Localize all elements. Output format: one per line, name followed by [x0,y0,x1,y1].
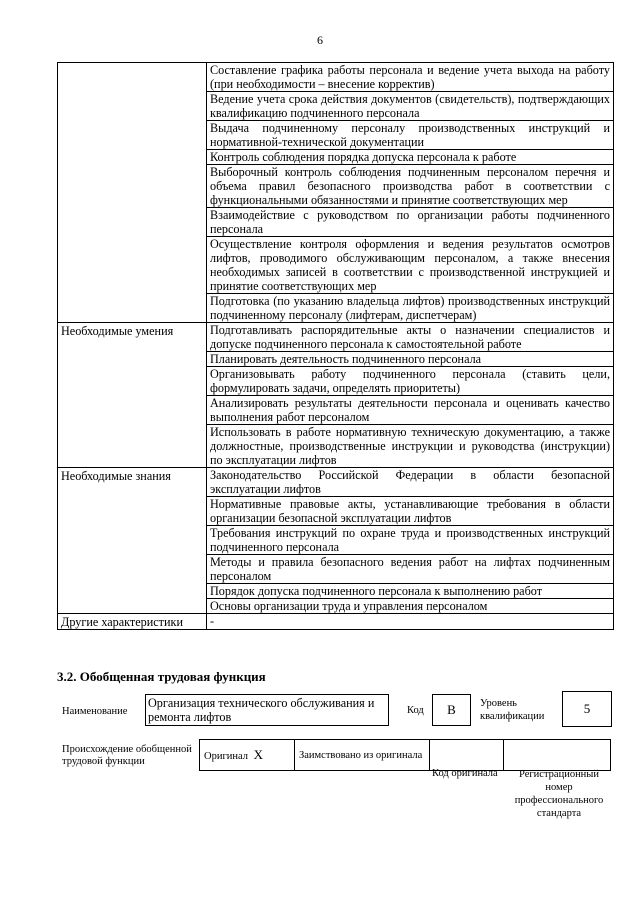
action-row [58,63,614,92]
section-title: 3.2. Обобщенная трудовая функция [57,669,266,684]
table-item: Законодательство Российской Федерации в области безопасной эксплуатации лифтов [207,468,614,497]
table-item: Составление графика работы персонала и ведение учета выхода на работу (при необходимости – внесение корректив) [207,63,614,92]
reg-number-cell [504,740,611,771]
competency-table [57,62,614,630]
table-item: Выдача подчиненному персоналу производственных инструкций и нормативной-технической документации [207,121,614,150]
table-item: Организовывать работу подчиненного персонала (ставить цели, формулировать задачи, определять приоритеты) [207,367,614,396]
table-item: Подготавливать распорядительные акты о назначении специалистов и допуске подчиненного персонала к самостоятельной работе [207,323,614,352]
reg-number-label: Регистрационный номер профессионального стандарта [514,769,604,819]
table-item: Анализировать результаты деятельности персонала и оценивать качество выполнения работ персоналом [207,396,614,425]
origin-label: Происхождение обобщенной трудовой функции [62,744,192,767]
group-label [58,63,207,323]
borrowed-cell: Заимствовано из оригинала [295,740,430,771]
other-label: Другие характеристики [58,614,207,630]
level-value: 5 [562,691,612,727]
other-row [58,614,614,630]
code-original-cell [430,740,504,771]
group-label: Необходимые знания [58,468,207,614]
name-label: Наименование [62,706,128,717]
skill-row [58,323,614,352]
level-label: Уровень квалификации [480,698,545,722]
original-mark: X [253,747,264,762]
original-cell [200,740,295,771]
name-value: Организация технического обслуживания и ремонта лифтов [145,694,389,726]
code-original-label: Код оригинала [432,768,498,779]
code-value: B [432,694,471,726]
table-item: Планировать деятельность подчиненного персонала [207,352,614,367]
table-item: Использовать в работе нормативную техническую документацию, а также должностные, производственные инструкции и руководства (инструкции) по эксплуатации лифтов [207,425,614,468]
table-item: Осуществление контроля оформления и ведения результатов осмотров лифтов, проводимого обслуживающим персоналом, а также внесения необходимых записей в соответствии с производственной инструкцией и принятие соответствующих мер [207,237,614,294]
knowledge-row [58,468,614,497]
page-number: 6 [317,33,323,47]
table-item: Нормативные правовые акты, устанавливающие требования в области организации безопасной эксплуатации лифтов [207,497,614,526]
table-item: Методы и правила безопасного ведения работ на лифтах подчиненным персоналом [207,555,614,584]
table-item: Ведение учета срока действия документов (свидетельств), подтверждающих квалификацию подчиненного персонала [207,92,614,121]
other-value: - [207,614,614,630]
table-item: Порядок допуска подчиненного персонала к выполнению работ [207,584,614,599]
table-item: Выборочный контроль соблюдения подчиненным персоналом перечня и объема правил безопасного производства работ в соответствии с функциональными обязанностями и принятие соответствующих мер [207,165,614,208]
table-item: Требования инструкций по охране труда и производственных инструкций подчиненного персонала [207,526,614,555]
origin-table [199,739,611,771]
table-item: Контроль соблюдения порядка допуска персонала к работе [207,150,614,165]
table-item: Основы организации труда и управления персоналом [207,599,614,614]
table-item: Подготовка (по указанию владельца лифтов) производственных инструкций подчиненному персоналу (лифтерам, диспетчерам) [207,294,614,323]
table-item: Взаимодействие с руководством по организации работы подчиненного персонала [207,208,614,237]
code-label: Код [407,705,424,716]
original-label: Оригинал [204,751,248,762]
group-label: Необходимые умения [58,323,207,468]
